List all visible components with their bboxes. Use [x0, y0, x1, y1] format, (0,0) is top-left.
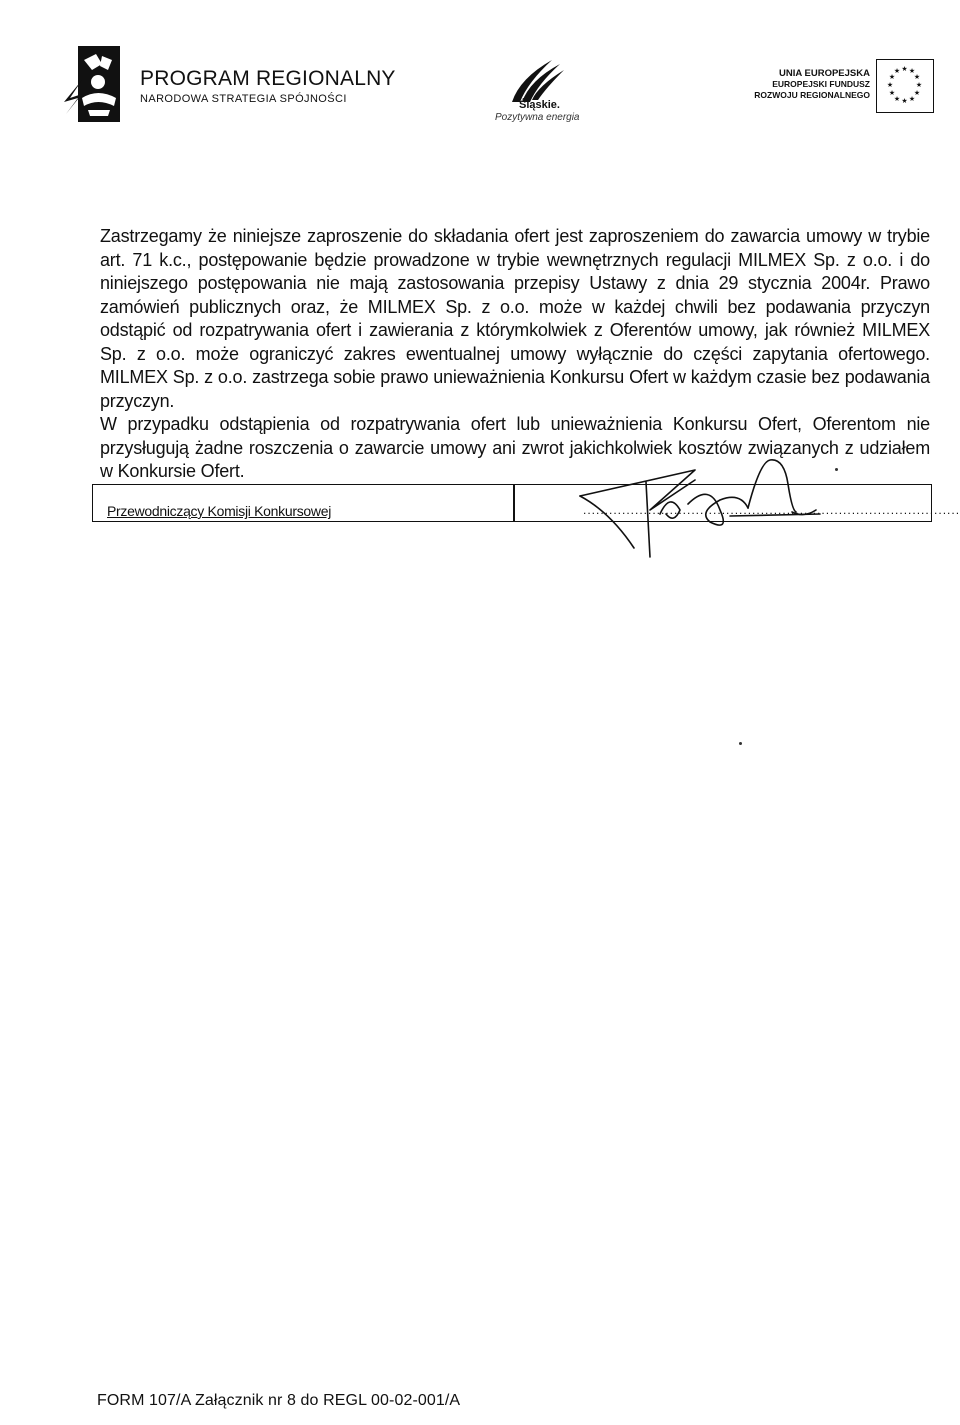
program-title: PROGRAM REGIONALNY [140, 67, 396, 90]
svg-text:★: ★ [893, 95, 901, 103]
eu-line-2: EUROPEJSKI FUNDUSZ [772, 79, 870, 89]
svg-text:★: ★ [901, 97, 908, 105]
speck-dot [835, 468, 838, 471]
svg-text:★: ★ [913, 73, 921, 81]
eu-line-1: UNIA EUROPEJSKA [779, 68, 870, 79]
program-title-block [140, 68, 396, 106]
form-footer: FORM 107/A Załącznik nr 8 do REGL 00-02-001/A [97, 1392, 461, 1409]
svg-text:★: ★ [901, 65, 908, 73]
region-tagline: Pozytywna energia [495, 112, 580, 123]
svg-text:★: ★ [913, 89, 921, 97]
eu-text-block [754, 68, 870, 101]
svg-text:★: ★ [908, 67, 916, 75]
eu-stars-icon [877, 60, 932, 111]
speck-dot [739, 742, 742, 745]
signature-dotted-line: ....................................................................................... [583, 503, 960, 517]
eu-line-3: ROZWOJU REGIONALNEGO [754, 90, 870, 100]
table-divider [513, 485, 515, 521]
region-name: Śląskie. [519, 99, 560, 111]
signature-label: Przewodniczący Komisji Konkursowej [107, 503, 331, 519]
program-regionalny-logo [78, 46, 120, 122]
logo-swoosh-icon [62, 80, 82, 114]
svg-text:★: ★ [888, 89, 896, 97]
svg-text:★: ★ [886, 81, 894, 89]
svg-text:★: ★ [915, 81, 923, 89]
program-subtitle: NARODOWA STRATEGIA SPÓJNOŚCI [140, 93, 347, 105]
document-body [100, 225, 930, 484]
handwritten-signature [570, 452, 830, 567]
svg-text:★: ★ [908, 95, 916, 103]
reservation-paragraph: Zastrzegamy że niniejsze zaproszenie do składania ofert jest zaproszeniem do zawarcia umowy w trybie art. 71 k.c., postępowanie będzie prowadzone w trybie wewnętrznych regulacji MILMEX Sp. z o.o. i do niniejszego postępowania nie mają zastosowania przepisy Ustawy z dnia 29 stycznia 2004r. Prawo zamówień publicznych oraz, że MILMEX Sp. z o.o. może w każdej chwili bez podawania przyczyn odstąpić od rozpatrywania ofert i zawierania z którymkolwiek z Oferentów umowy, jak również MILMEX Sp. z o.o. może ograniczyć zakres ewentualnej umowy wyłącznie do części zapytania ofertowego. MILMEX Sp. z o.o. zastrzega sobie prawo unieważnienia Konkursu Ofert w każdym czasie bez podawania przyczyn. [100, 226, 930, 411]
slaskie-logo [498, 58, 568, 102]
no-claims-paragraph: W przypadku odstąpienia od rozpatrywania ofert lub unieważnienia Konkursu Ofert, Oferentom nie przysługują żadne roszczenia o zawarcie umowy ani zwrot jakichkolwiek kosztów związanych z udziałem w Konkursie Ofert. [100, 414, 930, 481]
svg-text:★: ★ [893, 67, 901, 75]
eu-flag-icon [876, 59, 934, 113]
svg-text:★: ★ [888, 73, 896, 81]
